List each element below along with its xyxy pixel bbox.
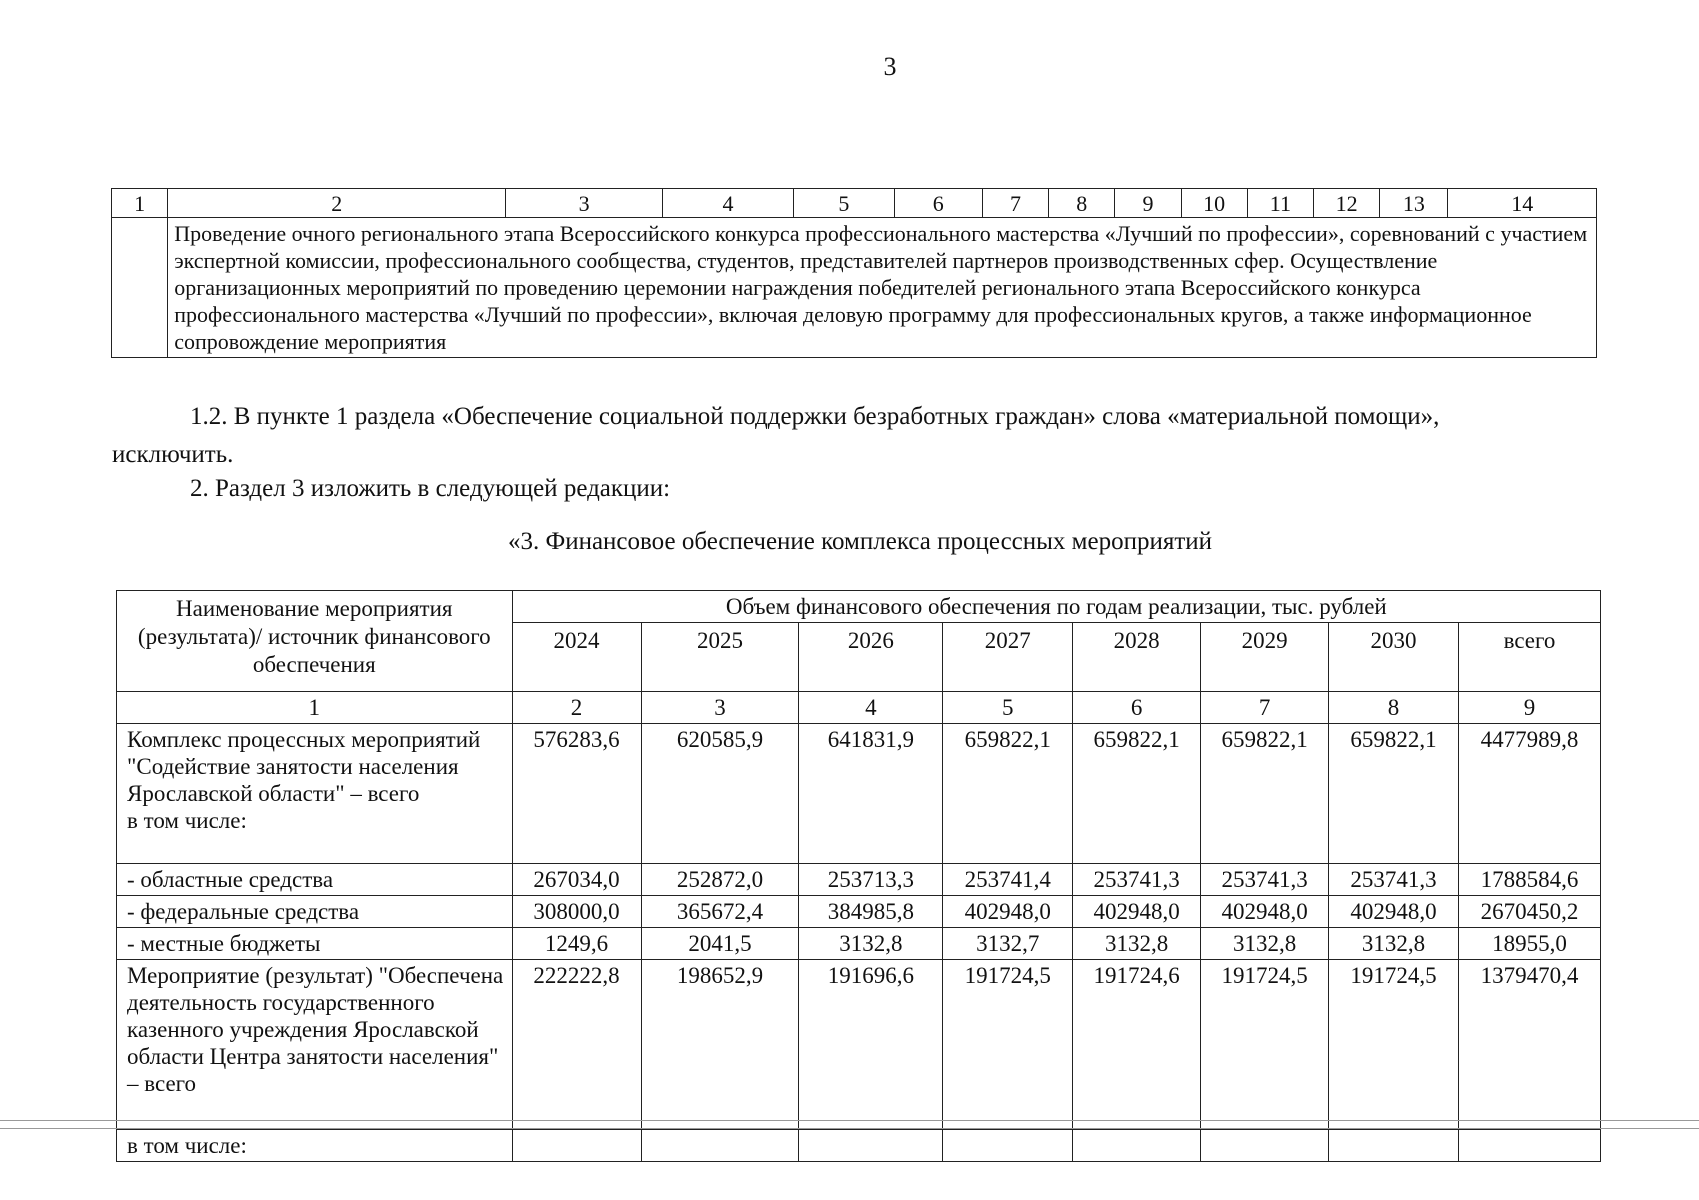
column-number: 3: [641, 692, 799, 724]
financing-header-row: [117, 591, 1601, 623]
value-cell: 3132,8: [1329, 928, 1459, 960]
year-header: 2025: [641, 623, 799, 692]
value-cell: 576283,6: [512, 724, 641, 864]
value-cell: 253713,3: [799, 864, 943, 896]
value-cell: 402948,0: [1201, 896, 1329, 928]
year-header: 2024: [512, 623, 641, 692]
value-cell: 191724,5: [943, 960, 1073, 1130]
column-number: 4: [662, 189, 793, 218]
value-cell: [1073, 1130, 1201, 1162]
value-cell: 1249,6: [512, 928, 641, 960]
value-cell: 659822,1: [1073, 724, 1201, 864]
financing-volume-header: Объем финансового обеспечения по годам реализации, тыс. рублей: [512, 591, 1600, 623]
scan-artifact-line: [0, 1128, 1699, 1129]
value-cell: 253741,4: [943, 864, 1073, 896]
value-cell: 253741,3: [1201, 864, 1329, 896]
table-row: [117, 1130, 1601, 1162]
value-cell: [799, 1130, 943, 1162]
value-cell: 402948,0: [1073, 896, 1201, 928]
value-cell: 3132,7: [943, 928, 1073, 960]
column-number: 9: [1115, 189, 1181, 218]
year-header: 2027: [943, 623, 1073, 692]
column-number: 6: [894, 189, 982, 218]
column-number: 10: [1181, 189, 1247, 218]
column-number: 5: [943, 692, 1073, 724]
value-cell: 191724,5: [1329, 960, 1459, 1130]
activity-table: [111, 188, 1597, 358]
row-label: Мероприятие (результат) "Обеспечена деятельность государственного казенного учреждения Ярославской области Центра занятости населения" – всего: [117, 960, 513, 1130]
value-cell: [641, 1130, 799, 1162]
value-cell: 253741,3: [1329, 864, 1459, 896]
table-row: [117, 928, 1601, 960]
value-cell: 308000,0: [512, 896, 641, 928]
value-cell: 191724,6: [1073, 960, 1201, 1130]
row-sublabel: в том числе:: [127, 808, 247, 833]
total-cell: 18955,0: [1459, 928, 1601, 960]
value-cell: 402948,0: [1329, 896, 1459, 928]
table-row: [117, 896, 1601, 928]
column-numbers-row: [117, 692, 1601, 724]
section-heading: «3. Финансовое обеспечение комплекса процессных мероприятий: [507, 528, 1213, 555]
empty-cell: [112, 218, 168, 358]
value-cell: 659822,1: [1329, 724, 1459, 864]
amendment-paragraph-1: 1.2. В пункте 1 раздела «Обеспечение социальной поддержки безработных граждан» слова «материальной помощи»,: [190, 403, 1440, 430]
column-number: 3: [506, 189, 663, 218]
value-cell: 620585,9: [641, 724, 799, 864]
column-number: 2: [512, 692, 641, 724]
column-number: 1: [117, 692, 513, 724]
value-cell: 3132,8: [1201, 928, 1329, 960]
activity-description-row: [112, 218, 1597, 358]
column-number: 7: [1201, 692, 1329, 724]
column-number: 14: [1448, 189, 1597, 218]
table-row: [117, 864, 1601, 896]
column-number: 5: [794, 189, 894, 218]
row-label: - областные средства: [117, 864, 513, 896]
page-number: 3: [883, 52, 897, 81]
column-number: 13: [1380, 189, 1448, 218]
value-cell: 402948,0: [943, 896, 1073, 928]
value-cell: 641831,9: [799, 724, 943, 864]
financing-table: [116, 590, 1601, 1162]
total-cell: [1459, 1130, 1601, 1162]
value-cell: 198652,9: [641, 960, 799, 1130]
column-number: 9: [1459, 692, 1601, 724]
value-cell: 384985,8: [799, 896, 943, 928]
value-cell: [1201, 1130, 1329, 1162]
row-label: [117, 724, 513, 864]
column-number: 2: [168, 189, 506, 218]
year-header: 2028: [1073, 623, 1201, 692]
value-cell: 267034,0: [512, 864, 641, 896]
amendment-paragraph-1-continued: исключить.: [112, 441, 234, 468]
row-label: в том числе:: [117, 1130, 513, 1162]
value-cell: 2041,5: [641, 928, 799, 960]
value-cell: 3132,8: [799, 928, 943, 960]
total-cell: 2670450,2: [1459, 896, 1601, 928]
year-header: 2029: [1201, 623, 1329, 692]
value-cell: 3132,8: [1073, 928, 1201, 960]
value-cell: 659822,1: [1201, 724, 1329, 864]
year-header: 2030: [1329, 623, 1459, 692]
value-cell: 191724,5: [1201, 960, 1329, 1130]
value-cell: 253741,3: [1073, 864, 1201, 896]
column-number: 7: [982, 189, 1048, 218]
activity-description: Проведение очного регионального этапа Всероссийского конкурса профессионального мастерства «Лучший по профессии», соревнований с участием экспертной комиссии, профессионального сообщества, студентов, представителей партнеров производственных сфер. Осуществление организационных мероприятий по проведению церемонии награждения победителей регионального этапа Всероссийского конкурса профессионального мастерства «Лучший по профессии», включая деловую программу для профессиональных кругов, а также информационное сопровождение мероприятия: [168, 218, 1597, 358]
column-number: 1: [112, 189, 168, 218]
value-cell: [512, 1130, 641, 1162]
amendment-paragraph-2: 2. Раздел 3 изложить в следующей редакции:: [190, 475, 671, 502]
value-cell: [1329, 1130, 1459, 1162]
total-header: всего: [1459, 623, 1601, 692]
row-label-text: Комплекс процессных мероприятий "Содействие занятости населения Ярославской области" – всего: [127, 727, 481, 806]
value-cell: 222222,8: [512, 960, 641, 1130]
column-number: 6: [1073, 692, 1201, 724]
row-label: - федеральные средства: [117, 896, 513, 928]
table-row: [117, 960, 1601, 1130]
row-label: - местные бюджеты: [117, 928, 513, 960]
value-cell: 252872,0: [641, 864, 799, 896]
value-cell: 659822,1: [943, 724, 1073, 864]
column-number: 8: [1329, 692, 1459, 724]
value-cell: 191696,6: [799, 960, 943, 1130]
column-number: 12: [1313, 189, 1379, 218]
column-number: 4: [799, 692, 943, 724]
value-cell: 365672,4: [641, 896, 799, 928]
value-cell: [943, 1130, 1073, 1162]
scan-artifact-line: [0, 1120, 1699, 1121]
year-header: 2026: [799, 623, 943, 692]
table-row: [117, 724, 1601, 864]
total-cell: 1788584,6: [1459, 864, 1601, 896]
total-cell: 4477989,8: [1459, 724, 1601, 864]
total-cell: 1379470,4: [1459, 960, 1601, 1130]
name-header: Наименование мероприятия (результата)/ источник финансового обеспечения: [117, 591, 513, 692]
column-number: 8: [1049, 189, 1115, 218]
activity-table-header-row: [112, 189, 1597, 218]
column-number: 11: [1247, 189, 1313, 218]
